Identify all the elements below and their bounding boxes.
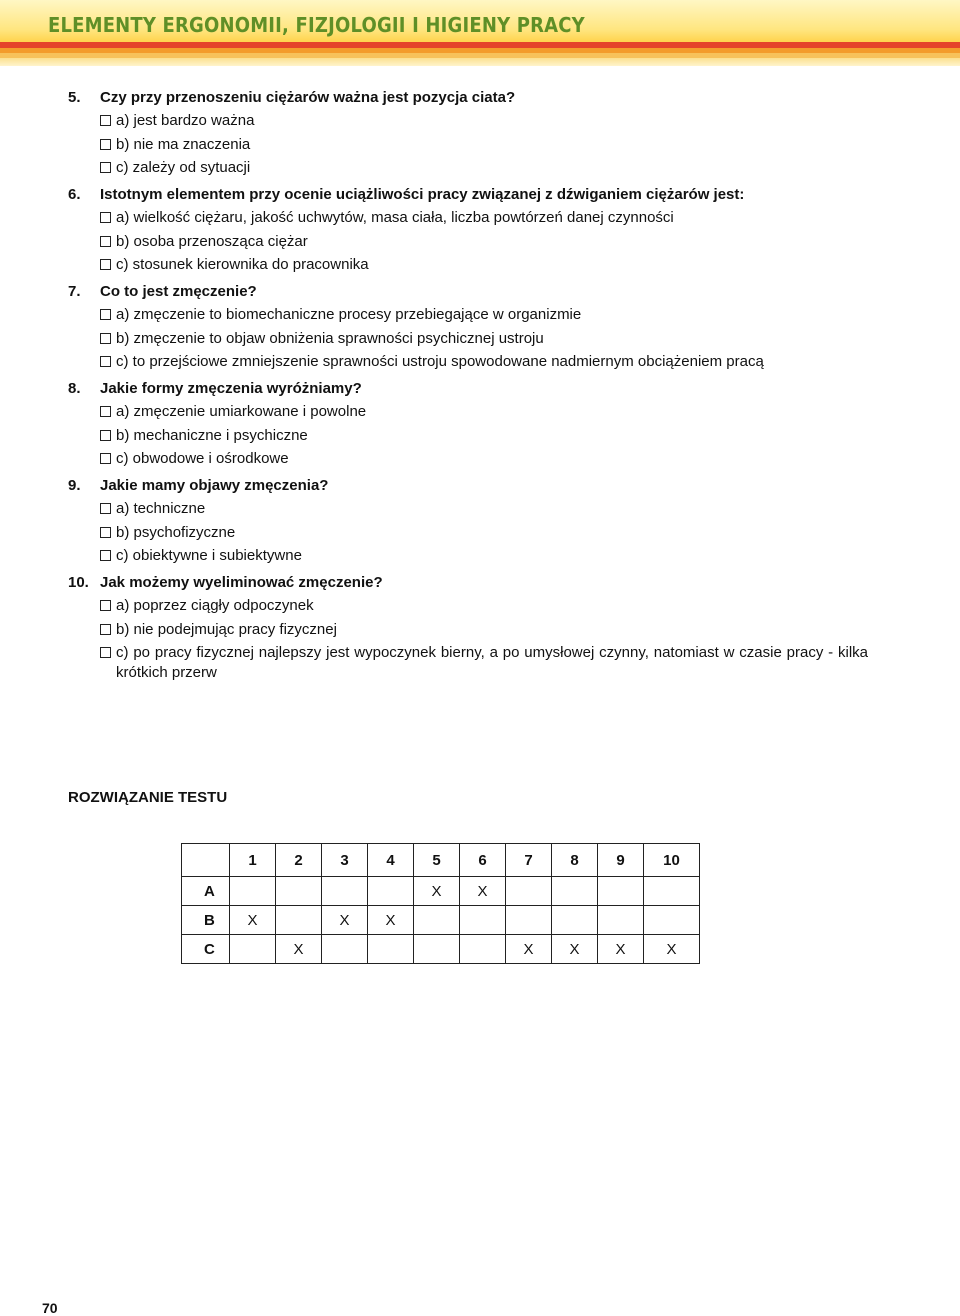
column-header: 9 <box>598 844 644 877</box>
checkbox-icon[interactable] <box>100 647 111 658</box>
table-cell: X <box>368 906 414 935</box>
checkbox-icon[interactable] <box>100 236 111 247</box>
checkbox-icon[interactable] <box>100 527 111 538</box>
checkbox-icon[interactable] <box>100 309 111 320</box>
checkbox-icon[interactable] <box>100 356 111 367</box>
question-number: 5. <box>68 89 81 106</box>
table-cell <box>368 935 414 964</box>
checkbox-icon[interactable] <box>100 406 111 417</box>
answer-option[interactable] <box>100 643 868 683</box>
question-text: Istotnym elementem przy ocenie uciążliwości pracy związanej z dźwiganiem ciężarów jest: <box>100 186 745 203</box>
table-cell: X <box>276 935 322 964</box>
table-cell <box>414 935 460 964</box>
table-cell <box>598 906 644 935</box>
table-corner-cell <box>182 844 230 877</box>
checkbox-icon[interactable] <box>100 624 111 635</box>
row-label: B <box>182 906 230 935</box>
column-header: 5 <box>414 844 460 877</box>
answer-text: b) osoba przenosząca ciężar <box>116 232 308 250</box>
answer-text: b) psychofizyczne <box>116 523 236 541</box>
row-label: C <box>182 935 230 964</box>
column-header: 3 <box>322 844 368 877</box>
column-header: 8 <box>552 844 598 877</box>
answer-option[interactable] <box>100 111 868 131</box>
column-header: 2 <box>276 844 322 877</box>
question-9 <box>68 476 868 566</box>
answer-option[interactable] <box>100 329 868 349</box>
question-7 <box>68 282 868 372</box>
answer-text: b) nie podejmując pracy fizycznej <box>116 620 337 638</box>
table-cell <box>598 877 644 906</box>
table-cell <box>460 906 506 935</box>
table-row <box>182 935 700 964</box>
table-cell <box>506 877 552 906</box>
checkbox-icon[interactable] <box>100 162 111 173</box>
table-cell: X <box>644 935 700 964</box>
answer-text: b) zmęczenie to objaw obniżenia sprawności psychicznej ustroju <box>116 329 544 347</box>
question-list <box>68 88 868 690</box>
checkbox-icon[interactable] <box>100 259 111 270</box>
question-8 <box>68 379 868 469</box>
page-header <box>0 0 960 70</box>
checkbox-icon[interactable] <box>100 453 111 464</box>
answer-text: c) to przejściowe zmniejszenie sprawności ustroju spowodowane nadmiernym obciążeniem pracą <box>116 353 764 370</box>
table-cell <box>460 935 506 964</box>
answer-text: a) techniczne <box>116 500 206 517</box>
answer-text: a) zmęczenie umiarkowane i powolne <box>116 403 367 420</box>
answer-option[interactable] <box>100 158 868 178</box>
checkbox-icon[interactable] <box>100 600 111 611</box>
answer-text: a) poprzez ciągły odpoczynek <box>116 597 314 614</box>
answer-option[interactable] <box>100 620 868 640</box>
column-header: 6 <box>460 844 506 877</box>
table-cell <box>368 877 414 906</box>
table-cell <box>644 906 700 935</box>
table-cell <box>506 906 552 935</box>
column-header: 1 <box>230 844 276 877</box>
answer-option[interactable] <box>100 352 868 372</box>
answer-option[interactable] <box>100 546 868 566</box>
table-cell <box>644 877 700 906</box>
answer-text: a) wielkość ciężaru, jakość uchwytów, masa ciała, liczba powtórzeń danej czynności <box>116 209 674 226</box>
question-text: Jakie mamy objawy zmęczenia? <box>100 477 329 494</box>
answer-text: c) obwodowe i ośrodkowe <box>116 450 289 467</box>
table-cell: X <box>460 877 506 906</box>
column-header: 7 <box>506 844 552 877</box>
answer-option[interactable] <box>100 596 868 616</box>
answer-option[interactable] <box>100 449 868 469</box>
question-number: 9. <box>68 477 81 494</box>
table-cell <box>276 877 322 906</box>
answer-text: b) nie ma znaczenia <box>116 135 251 153</box>
question-number: 10. <box>68 574 89 591</box>
table-cell <box>276 906 322 935</box>
question-5 <box>68 88 868 178</box>
checkbox-icon[interactable] <box>100 115 111 126</box>
answer-option[interactable] <box>100 255 868 275</box>
checkbox-icon[interactable] <box>100 212 111 223</box>
checkbox-icon[interactable] <box>100 503 111 514</box>
table-row <box>182 906 700 935</box>
checkbox-icon[interactable] <box>100 333 111 344</box>
row-label: A <box>182 877 230 906</box>
table-row <box>182 877 700 906</box>
table-cell: X <box>322 906 368 935</box>
question-text: Jakie formy zmęczenia wyróżniamy? <box>100 380 362 397</box>
table-cell: X <box>598 935 644 964</box>
table-cell: X <box>414 877 460 906</box>
answer-option[interactable] <box>100 208 868 228</box>
table-cell <box>322 877 368 906</box>
table-cell: X <box>506 935 552 964</box>
solution-title: ROZWIĄZANIE TESTU <box>68 789 228 806</box>
question-text: Co to jest zmęczenie? <box>100 283 257 300</box>
answer-key-table <box>181 843 700 964</box>
question-text: Jak możemy wyeliminować zmęczenie? <box>100 574 383 591</box>
table-cell: X <box>230 906 276 935</box>
answer-option[interactable] <box>100 305 868 325</box>
question-number: 6. <box>68 186 81 203</box>
answer-option[interactable] <box>100 232 868 252</box>
table-cell <box>414 906 460 935</box>
table-cell <box>322 935 368 964</box>
checkbox-icon[interactable] <box>100 430 111 441</box>
question-number: 7. <box>68 283 81 300</box>
question-text: Czy przy przenoszeniu ciężarów ważna jest pozycja ciata? <box>100 89 516 106</box>
answer-option[interactable] <box>100 499 868 519</box>
table-cell: X <box>552 935 598 964</box>
question-number: 8. <box>68 380 81 397</box>
question-10 <box>68 573 868 683</box>
table-cell <box>230 935 276 964</box>
column-header: 4 <box>368 844 414 877</box>
answer-text: c) zależy od sytuacji <box>116 159 251 176</box>
answer-text: b) mechaniczne i psychiczne <box>116 426 308 444</box>
answer-text: c) stosunek kierownika do pracownika <box>116 256 369 273</box>
answer-option[interactable] <box>100 426 868 446</box>
column-header: 10 <box>644 844 700 877</box>
table-header-row <box>182 844 700 877</box>
answer-text: a) jest bardzo ważna <box>116 112 255 129</box>
table-cell <box>552 906 598 935</box>
checkbox-icon[interactable] <box>100 139 111 150</box>
section-title: ELEMENTY ERGONOMII, FIZJOLOGII I HIGIENY PRACY <box>48 13 585 37</box>
question-6 <box>68 185 868 275</box>
answer-text: c) obiektywne i subiektywne <box>116 547 302 564</box>
checkbox-icon[interactable] <box>100 550 111 561</box>
table-cell <box>552 877 598 906</box>
answer-option[interactable] <box>100 402 868 422</box>
page-number: 70 <box>42 1300 58 1316</box>
answer-option[interactable] <box>100 135 868 155</box>
answer-text: a) zmęczenie to biomechaniczne procesy przebiegające w organizmie <box>116 306 582 323</box>
answer-text: c) po pracy fizycznej najlepszy jest wypoczynek bierny, a po umysłowej czynny, natomiast w czasie pracy - kilka krótkich przerw <box>116 644 868 681</box>
answer-option[interactable] <box>100 523 868 543</box>
table-cell <box>230 877 276 906</box>
header-pale-stripe <box>0 58 960 66</box>
